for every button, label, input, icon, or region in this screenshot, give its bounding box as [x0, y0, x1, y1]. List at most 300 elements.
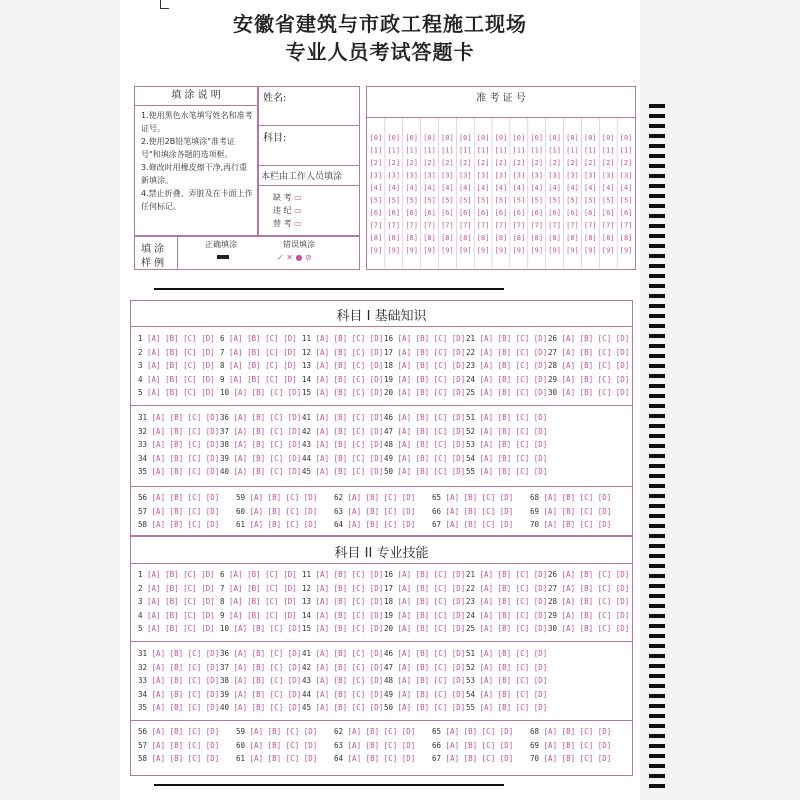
option-bubbles[interactable]: [A] [B] [C] [D] — [315, 413, 384, 422]
question-group[interactable] — [302, 597, 384, 606]
digit-bubble[interactable]: [7] — [601, 221, 615, 230]
digit-bubble[interactable]: [5] — [584, 196, 597, 205]
question-group[interactable] — [432, 493, 530, 502]
option-bubbles[interactable]: [A] [B] [C] [D] — [347, 520, 416, 529]
question-group[interactable] — [220, 584, 302, 593]
digit-bubble[interactable]: [9] — [476, 246, 490, 255]
option-bubbles[interactable]: [A] [B] [C] [D] — [479, 467, 548, 476]
option-bubbles[interactable]: [A] [B] [C] [D] — [347, 727, 416, 736]
question-group[interactable] — [302, 375, 384, 384]
question-group[interactable] — [466, 375, 548, 384]
question-group[interactable] — [302, 388, 384, 397]
digit-bubble[interactable]: [6] — [476, 209, 490, 217]
digit-bubble[interactable]: [9] — [405, 246, 418, 255]
digit-bubble[interactable]: [8] — [601, 234, 615, 242]
question-group[interactable] — [138, 493, 236, 502]
option-bubbles[interactable]: [A] [B] [C] [D] — [397, 426, 466, 436]
digit-bubble[interactable]: [3] — [566, 171, 579, 180]
digit-bubble[interactable]: [0] — [619, 134, 633, 142]
option-bubbles[interactable]: [A] [B] [C] [D] — [479, 583, 548, 593]
question-group[interactable] — [466, 454, 548, 463]
digit-bubble[interactable]: [3] — [530, 171, 544, 180]
digit-bubble[interactable]: [9] — [494, 246, 508, 255]
question-group[interactable] — [530, 493, 628, 502]
question-group[interactable] — [384, 624, 466, 633]
question-group[interactable] — [302, 467, 384, 476]
digit-bubble[interactable]: [0] — [441, 134, 454, 142]
option-bubbles[interactable]: [A] [B] [C] [D] — [397, 597, 466, 606]
option-bubbles[interactable]: [A] [B] [C] [D] — [397, 388, 466, 397]
question-group[interactable] — [138, 440, 220, 449]
digit-bubble[interactable]: [3] — [601, 171, 615, 180]
question-group[interactable] — [302, 361, 384, 370]
option-bubbles[interactable]: [A] [B] [C] [D] — [233, 453, 302, 463]
question-group[interactable] — [384, 611, 466, 620]
option-bubbles[interactable]: [A] [B] [C] [D] — [479, 426, 548, 436]
option-bubbles[interactable]: [A] [B] [C] [D] — [315, 583, 384, 593]
question-group[interactable] — [302, 690, 384, 699]
digit-bubble[interactable]: [6] — [601, 209, 615, 217]
option-bubbles[interactable]: [A] [B] [C] [D] — [147, 570, 215, 579]
question-group[interactable] — [466, 427, 548, 436]
digit-bubble[interactable]: [1] — [566, 146, 579, 155]
option-bubbles[interactable]: [A] [B] [C] [D] — [315, 689, 384, 699]
option-bubbles[interactable]: [A] [B] [C] [D] — [479, 624, 548, 633]
digit-bubble[interactable]: [8] — [405, 234, 418, 242]
option-bubbles[interactable]: [A] [B] [C] [D] — [229, 570, 297, 579]
option-bubbles[interactable]: [A] [B] [C] [D] — [315, 347, 384, 357]
question-group[interactable] — [302, 570, 384, 579]
option-bubbles[interactable]: [A] [B] [C] [D] — [479, 703, 548, 712]
digit-bubble[interactable]: [4] — [530, 184, 544, 192]
digit-bubble[interactable]: [2] — [441, 159, 454, 167]
digit-bubble[interactable]: [1] — [584, 146, 597, 155]
option-bubbles[interactable]: [A] [B] [C] [D] — [151, 413, 220, 422]
digit-bubble[interactable]: [0] — [405, 134, 418, 142]
option-bubbles[interactable]: [A] [B] [C] [D] — [479, 334, 548, 343]
question-group[interactable] — [384, 690, 466, 699]
digit-bubble[interactable]: [2] — [476, 159, 490, 167]
option-bubbles[interactable]: [A] [B] [C] [D] — [151, 493, 220, 502]
digit-bubble[interactable]: [1] — [548, 146, 561, 155]
option-bubbles[interactable]: [A] [B] [C] [D] — [561, 570, 630, 579]
option-bubbles[interactable]: [A] [B] [C] [D] — [561, 374, 630, 384]
option-bubbles[interactable]: [A] [B] [C] [D] — [151, 662, 220, 672]
option-bubbles[interactable]: [A] [B] [C] [D] — [397, 649, 466, 658]
question-group[interactable] — [236, 754, 334, 763]
digit-bubble[interactable]: [9] — [601, 246, 615, 255]
question-group[interactable] — [466, 570, 548, 579]
question-group[interactable] — [220, 611, 302, 620]
question-group[interactable] — [138, 361, 220, 370]
question-group[interactable] — [384, 676, 466, 685]
digit-bubble[interactable]: [0] — [369, 134, 383, 142]
question-group[interactable] — [548, 334, 630, 343]
digit-bubble[interactable]: [3] — [476, 171, 490, 180]
question-group[interactable] — [138, 427, 220, 436]
digit-bubble[interactable]: [1] — [369, 146, 383, 155]
question-group[interactable] — [548, 570, 630, 579]
option-bubbles[interactable]: [A] [B] [C] [D] — [249, 754, 318, 763]
option-bubbles[interactable]: [A] [B] [C] [D] — [397, 676, 466, 685]
option-bubbles[interactable]: [A] [B] [C] [D] — [479, 610, 548, 620]
digit-bubble[interactable]: [7] — [512, 221, 526, 230]
digit-bubble[interactable]: [6] — [619, 209, 633, 217]
option-bubbles[interactable]: [A] [B] [C] [D] — [249, 520, 318, 529]
option-bubbles[interactable]: [A] [B] [C] [D] — [229, 597, 297, 606]
digit-bubble[interactable]: [0] — [512, 134, 526, 142]
option-bubbles[interactable]: [A] [B] [C] [D] — [315, 388, 384, 397]
question-group[interactable] — [138, 741, 236, 750]
option-bubbles[interactable]: [A] [B] [C] [D] — [479, 413, 548, 422]
question-group[interactable] — [302, 334, 384, 343]
option-bubbles[interactable]: [A] [B] [C] [D] — [397, 662, 466, 672]
question-group[interactable] — [220, 676, 302, 685]
digit-bubble[interactable]: [9] — [458, 246, 472, 255]
question-group[interactable] — [302, 624, 384, 633]
digit-bubble[interactable]: [0] — [387, 134, 401, 142]
digit-bubble[interactable]: [4] — [566, 184, 579, 192]
digit-bubble[interactable]: [8] — [619, 234, 633, 242]
option-bubbles[interactable]: [A] [B] [C] [D] — [479, 347, 548, 357]
digit-bubble[interactable]: [5] — [566, 196, 579, 205]
question-group[interactable] — [302, 676, 384, 685]
question-group[interactable] — [384, 570, 466, 579]
option-bubbles[interactable]: [A] [B] [C] [D] — [445, 754, 514, 763]
question-group[interactable] — [466, 388, 548, 397]
question-group[interactable] — [384, 388, 466, 397]
digit-bubble[interactable]: [5] — [441, 196, 454, 205]
question-group[interactable] — [384, 584, 466, 593]
question-group[interactable] — [302, 584, 384, 593]
option-bubbles[interactable]: [A] [B] [C] [D] — [543, 506, 612, 516]
digit-bubble[interactable]: [2] — [387, 159, 401, 167]
option-bubbles[interactable]: [A] [B] [C] [D] — [479, 570, 548, 579]
option-bubbles[interactable]: [A] [B] [C] [D] — [147, 624, 215, 633]
question-group[interactable] — [432, 727, 530, 736]
digit-bubble[interactable]: [2] — [530, 159, 544, 167]
option-bubbles[interactable]: [A] [B] [C] [D] — [479, 440, 548, 449]
digit-bubble[interactable]: [4] — [423, 184, 436, 192]
question-group[interactable] — [548, 375, 630, 384]
digit-bubble[interactable]: [4] — [584, 184, 597, 192]
digit-bubble[interactable]: [7] — [441, 221, 454, 230]
digit-bubble[interactable]: [2] — [601, 159, 615, 167]
digit-bubble[interactable]: [2] — [512, 159, 526, 167]
option-bubbles[interactable]: [A] [B] [C] [D] — [233, 703, 302, 712]
question-group[interactable] — [220, 663, 302, 672]
option-bubbles[interactable]: [A] [B] [C] [D] — [229, 374, 297, 384]
question-group[interactable] — [220, 413, 302, 422]
digit-bubble[interactable]: [6] — [548, 209, 561, 217]
digit-bubble[interactable]: [5] — [369, 196, 383, 205]
option-bubbles[interactable]: [A] [B] [C] [D] — [147, 583, 215, 593]
question-group[interactable] — [138, 611, 220, 620]
question-group[interactable] — [432, 741, 530, 750]
digit-bubble[interactable]: [5] — [601, 196, 615, 205]
option-bubbles[interactable]: [A] [B] [C] [D] — [233, 689, 302, 699]
option-bubbles[interactable]: [A] [B] [C] [D] — [249, 740, 318, 750]
digit-bubble[interactable]: [8] — [458, 234, 472, 242]
option-bubbles[interactable]: [A] [B] [C] [D] — [445, 506, 514, 516]
question-group[interactable] — [334, 493, 432, 502]
digit-bubble[interactable]: [5] — [387, 196, 401, 205]
option-bubbles[interactable]: [A] [B] [C] [D] — [151, 689, 220, 699]
digit-bubble[interactable]: [4] — [476, 184, 490, 192]
option-bubbles[interactable]: [A] [B] [C] [D] — [233, 426, 302, 436]
question-group[interactable] — [530, 754, 628, 763]
digit-bubble[interactable]: [4] — [405, 184, 418, 192]
digit-bubble[interactable]: [6] — [369, 209, 383, 217]
digit-bubble[interactable]: [8] — [369, 234, 383, 242]
option-bubbles[interactable]: [A] [B] [C] [D] — [561, 334, 630, 343]
option-bubbles[interactable]: [A] [B] [C] [D] — [151, 506, 220, 516]
digit-bubble[interactable]: [9] — [548, 246, 561, 255]
question-group[interactable] — [220, 440, 302, 449]
digit-bubble[interactable]: [4] — [601, 184, 615, 192]
option-bubbles[interactable]: [A] [B] [C] [D] — [151, 649, 220, 658]
digit-bubble[interactable]: [1] — [387, 146, 401, 155]
digit-bubble[interactable]: [7] — [369, 221, 383, 230]
digit-bubble[interactable]: [8] — [584, 234, 597, 242]
question-group[interactable] — [384, 348, 466, 357]
option-bubbles[interactable]: [A] [B] [C] [D] — [479, 374, 548, 384]
question-group[interactable] — [384, 467, 466, 476]
question-group[interactable] — [466, 413, 548, 422]
digit-bubble[interactable]: [6] — [423, 209, 436, 217]
question-group[interactable] — [220, 388, 302, 397]
digit-bubble[interactable]: [0] — [476, 134, 490, 142]
option-bubbles[interactable]: [A] [B] [C] [D] — [233, 676, 302, 685]
option-bubbles[interactable]: [A] [B] [C] [D] — [445, 740, 514, 750]
question-group[interactable] — [220, 649, 302, 658]
question-group[interactable] — [334, 754, 432, 763]
question-group[interactable] — [220, 690, 302, 699]
digit-bubble[interactable]: [6] — [566, 209, 579, 217]
digit-bubble[interactable]: [7] — [405, 221, 418, 230]
question-group[interactable] — [138, 570, 220, 579]
digit-bubble[interactable]: [9] — [566, 246, 579, 255]
option-bubbles[interactable]: [A] [B] [C] [D] — [151, 703, 220, 712]
status-substitute[interactable]: 替 考 ▭ — [273, 219, 302, 228]
question-group[interactable] — [138, 467, 220, 476]
digit-bubble[interactable]: [1] — [512, 146, 526, 155]
question-group[interactable] — [302, 413, 384, 422]
option-bubbles[interactable]: [A] [B] [C] [D] — [315, 610, 384, 620]
question-group[interactable] — [548, 597, 630, 606]
question-group[interactable] — [138, 520, 236, 529]
digit-bubble[interactable]: [7] — [584, 221, 597, 230]
digit-bubble[interactable]: [1] — [494, 146, 508, 155]
question-group[interactable] — [220, 467, 302, 476]
option-bubbles[interactable]: [A] [B] [C] [D] — [397, 374, 466, 384]
question-group[interactable] — [466, 611, 548, 620]
option-bubbles[interactable]: [A] [B] [C] [D] — [347, 754, 416, 763]
option-bubbles[interactable]: [A] [B] [C] [D] — [151, 520, 220, 529]
option-bubbles[interactable]: [A] [B] [C] [D] — [479, 453, 548, 463]
digit-bubble[interactable]: [0] — [601, 134, 615, 142]
digit-bubble[interactable]: [4] — [387, 184, 401, 192]
digit-bubble[interactable]: [1] — [458, 146, 472, 155]
digit-bubble[interactable]: [3] — [387, 171, 401, 180]
option-bubbles[interactable]: [A] [B] [C] [D] — [479, 689, 548, 699]
option-bubbles[interactable]: [A] [B] [C] [D] — [229, 583, 297, 593]
digit-bubble[interactable]: [6] — [512, 209, 526, 217]
digit-bubble[interactable]: [5] — [512, 196, 526, 205]
question-group[interactable] — [302, 649, 384, 658]
question-group[interactable] — [138, 348, 220, 357]
digit-bubble[interactable]: [0] — [548, 134, 561, 142]
question-group[interactable] — [384, 413, 466, 422]
digit-bubble[interactable]: [8] — [423, 234, 436, 242]
option-bubbles[interactable]: [A] [B] [C] [D] — [479, 649, 548, 658]
digit-bubble[interactable]: [1] — [619, 146, 633, 155]
digit-bubble[interactable]: [2] — [548, 159, 561, 167]
question-group[interactable] — [236, 520, 334, 529]
option-bubbles[interactable]: [A] [B] [C] [D] — [315, 597, 384, 606]
digit-bubble[interactable]: [4] — [512, 184, 526, 192]
question-group[interactable] — [138, 413, 220, 422]
question-group[interactable] — [432, 520, 530, 529]
digit-bubble[interactable]: [1] — [601, 146, 615, 155]
question-group[interactable] — [384, 597, 466, 606]
question-group[interactable] — [138, 727, 236, 736]
option-bubbles[interactable]: [A] [B] [C] [D] — [561, 624, 630, 633]
question-group[interactable] — [548, 388, 630, 397]
question-group[interactable] — [530, 507, 628, 516]
question-group[interactable] — [138, 624, 220, 633]
option-bubbles[interactable]: [A] [B] [C] [D] — [397, 347, 466, 357]
question-group[interactable] — [384, 427, 466, 436]
option-bubbles[interactable]: [A] [B] [C] [D] — [233, 624, 302, 633]
option-bubbles[interactable]: [A] [B] [C] [D] — [147, 597, 215, 606]
digit-bubble[interactable]: [0] — [566, 134, 579, 142]
digit-bubble[interactable]: [8] — [387, 234, 401, 242]
question-group[interactable] — [302, 348, 384, 357]
digit-bubble[interactable]: [3] — [423, 171, 436, 180]
option-bubbles[interactable]: [A] [B] [C] [D] — [151, 440, 220, 449]
question-group[interactable] — [548, 611, 630, 620]
option-bubbles[interactable]: [A] [B] [C] [D] — [543, 493, 612, 502]
digit-bubble[interactable]: [5] — [405, 196, 418, 205]
digit-bubble[interactable]: [2] — [369, 159, 383, 167]
digit-bubble[interactable]: [1] — [405, 146, 418, 155]
digit-bubble[interactable]: [9] — [619, 246, 633, 255]
digit-bubble[interactable]: [5] — [494, 196, 508, 205]
option-bubbles[interactable]: [A] [B] [C] [D] — [229, 361, 297, 370]
question-group[interactable] — [384, 361, 466, 370]
option-bubbles[interactable]: [A] [B] [C] [D] — [445, 493, 514, 502]
option-bubbles[interactable]: [A] [B] [C] [D] — [479, 361, 548, 370]
option-bubbles[interactable]: [A] [B] [C] [D] — [151, 453, 220, 463]
digit-bubble[interactable]: [6] — [387, 209, 401, 217]
digit-bubble[interactable]: [3] — [405, 171, 418, 180]
digit-bubble[interactable]: [6] — [494, 209, 508, 217]
question-group[interactable] — [220, 348, 302, 357]
question-group[interactable] — [302, 663, 384, 672]
question-group[interactable] — [530, 520, 628, 529]
digit-bubble[interactable]: [7] — [476, 221, 490, 230]
option-bubbles[interactable]: [A] [B] [C] [D] — [229, 610, 297, 620]
option-bubbles[interactable]: [A] [B] [C] [D] — [233, 388, 302, 397]
digit-bubble[interactable]: [1] — [441, 146, 454, 155]
exam-id-bubble-grid[interactable] — [367, 118, 635, 268]
digit-bubble[interactable]: [0] — [530, 134, 544, 142]
question-group[interactable] — [384, 703, 466, 712]
digit-bubble[interactable]: [0] — [458, 134, 472, 142]
option-bubbles[interactable]: [A] [B] [C] [D] — [315, 662, 384, 672]
option-bubbles[interactable]: [A] [B] [C] [D] — [315, 374, 384, 384]
question-group[interactable] — [138, 676, 220, 685]
question-group[interactable] — [236, 493, 334, 502]
question-group[interactable] — [220, 375, 302, 384]
option-bubbles[interactable]: [A] [B] [C] [D] — [233, 440, 302, 449]
question-group[interactable] — [548, 361, 630, 370]
question-group[interactable] — [334, 741, 432, 750]
option-bubbles[interactable]: [A] [B] [C] [D] — [315, 426, 384, 436]
question-group[interactable] — [138, 663, 220, 672]
digit-bubble[interactable]: [5] — [458, 196, 472, 205]
question-group[interactable] — [548, 624, 630, 633]
option-bubbles[interactable]: [A] [B] [C] [D] — [151, 754, 220, 763]
option-bubbles[interactable]: [A] [B] [C] [D] — [543, 740, 612, 750]
digit-bubble[interactable]: [1] — [476, 146, 490, 155]
digit-bubble[interactable]: [2] — [405, 159, 418, 167]
digit-bubble[interactable]: [7] — [530, 221, 544, 230]
digit-bubble[interactable]: [2] — [458, 159, 472, 167]
option-bubbles[interactable]: [A] [B] [C] [D] — [147, 374, 215, 384]
digit-bubble[interactable]: [2] — [619, 159, 633, 167]
question-group[interactable] — [236, 507, 334, 516]
question-group[interactable] — [384, 375, 466, 384]
option-bubbles[interactable]: [A] [B] [C] [D] — [249, 506, 318, 516]
question-group[interactable] — [138, 334, 220, 343]
question-group[interactable] — [466, 361, 548, 370]
digit-bubble[interactable]: [6] — [584, 209, 597, 217]
digit-bubble[interactable]: [8] — [566, 234, 579, 242]
question-group[interactable] — [466, 663, 548, 672]
option-bubbles[interactable]: [A] [B] [C] [D] — [397, 583, 466, 593]
digit-bubble[interactable]: [3] — [369, 171, 383, 180]
option-bubbles[interactable]: [A] [B] [C] [D] — [397, 689, 466, 699]
question-group[interactable] — [138, 454, 220, 463]
option-bubbles[interactable]: [A] [B] [C] [D] — [397, 453, 466, 463]
question-group[interactable] — [138, 649, 220, 658]
digit-bubble[interactable]: [8] — [441, 234, 454, 242]
question-group[interactable] — [138, 584, 220, 593]
option-bubbles[interactable]: [A] [B] [C] [D] — [249, 493, 318, 502]
digit-bubble[interactable]: [8] — [476, 234, 490, 242]
question-group[interactable] — [384, 440, 466, 449]
digit-bubble[interactable]: [6] — [405, 209, 418, 217]
digit-bubble[interactable]: [4] — [619, 184, 633, 192]
option-bubbles[interactable]: [A] [B] [C] [D] — [397, 334, 466, 343]
option-bubbles[interactable]: [A] [B] [C] [D] — [561, 347, 630, 357]
question-group[interactable] — [466, 584, 548, 593]
question-group[interactable] — [220, 334, 302, 343]
digit-bubble[interactable]: [4] — [441, 184, 454, 192]
option-bubbles[interactable]: [A] [B] [C] [D] — [479, 597, 548, 606]
option-bubbles[interactable]: [A] [B] [C] [D] — [397, 610, 466, 620]
digit-bubble[interactable]: [0] — [494, 134, 508, 142]
option-bubbles[interactable]: [A] [B] [C] [D] — [315, 649, 384, 658]
option-bubbles[interactable]: [A] [B] [C] [D] — [397, 703, 466, 712]
digit-bubble[interactable]: [3] — [512, 171, 526, 180]
option-bubbles[interactable]: [A] [B] [C] [D] — [147, 388, 215, 397]
option-bubbles[interactable]: [A] [B] [C] [D] — [229, 347, 297, 357]
option-bubbles[interactable]: [A] [B] [C] [D] — [151, 676, 220, 685]
digit-bubble[interactable]: [3] — [619, 171, 633, 180]
